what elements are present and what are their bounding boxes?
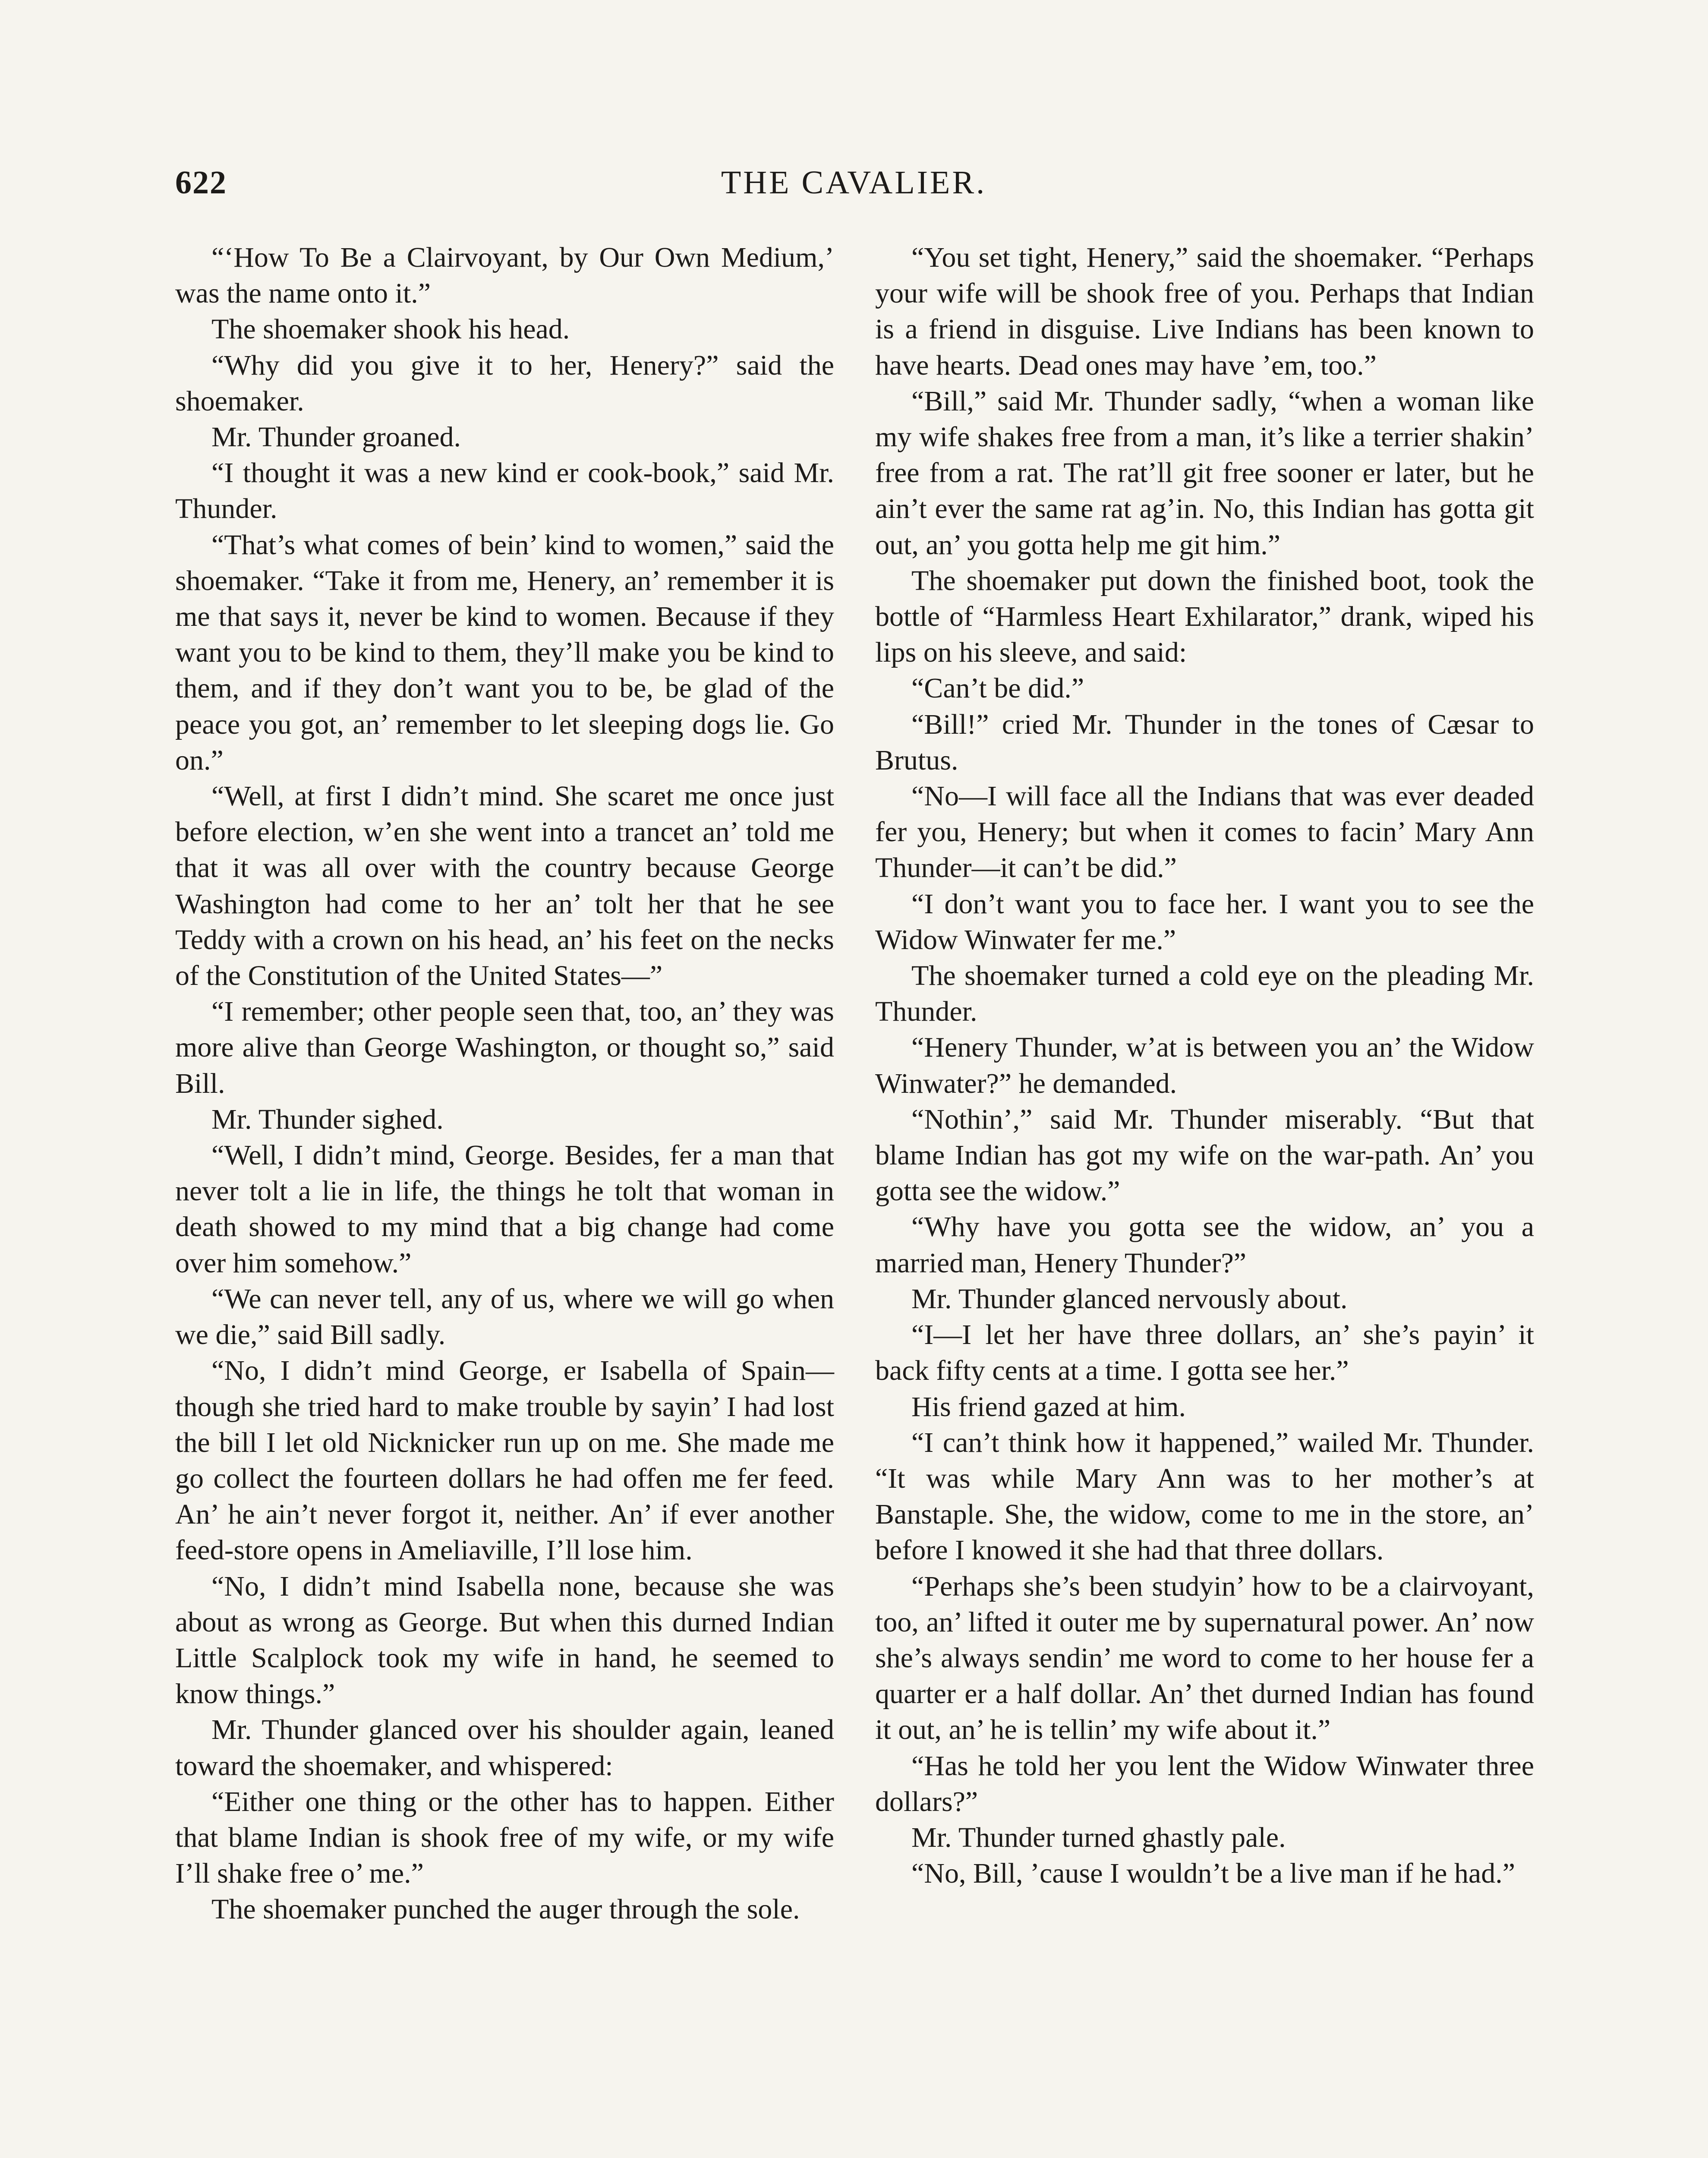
paragraph: “We can never tell, any of us, where we will go when we die,” said Bill sadly.	[175, 1283, 834, 1351]
paragraph: “No, Bill, ’cause I wouldn’t be a live man if he had.”	[911, 1858, 1516, 1890]
paragraph: The shoemaker put down the finished boot, took the bottle of “Harmless Heart Exhilarator,” drank, wiped his lips on his sleeve, and said:	[875, 565, 1534, 669]
paragraph: “Well, at first I didn’t mind. She scaret me once just before election, w’en she went into a trancet an’ told me that it was all over with the country because George Washington had come to her an’ tolt her that he see Teddy with a crown on his head, an’ his feet on the necks of the Constitution of the United States—”	[175, 780, 834, 992]
paragraph: “Nothin’,” said Mr. Thunder miserably. “But that blame Indian has got my wife on the war-path. An’ you gotta see the widow.”	[875, 1103, 1534, 1207]
paragraph: “You set tight, Henery,” said the shoemaker. “Perhaps your wife will be shook free of you. Perhaps that Indian is a friend in disguise. Live Indians has been known to have hearts. Dead ones may have ’em, too.”	[875, 242, 1534, 381]
paragraph: “Either one thing or the other has to happen. Either that blame Indian is shook free of my wife, or my wife I’ll shake free o’ me.”	[175, 1786, 834, 1890]
paragraph: “No, I didn’t mind Isabella none, because she was about as wrong as George. But when this durned Indian Little Scalplock took my wife in hand, he seemed to know things.”	[175, 1570, 834, 1710]
paragraph: The shoemaker shook his head.	[211, 313, 570, 345]
page-number: 622	[175, 164, 227, 201]
paragraph: “Henery Thunder, w’at is between you an’ the Widow Winwater?” he demanded.	[875, 1032, 1534, 1099]
paragraph: Mr. Thunder sighed.	[211, 1103, 444, 1135]
paragraph: “Why have you gotta see the widow, an’ you a married man, Henery Thunder?”	[875, 1211, 1534, 1279]
paragraph: “I thought it was a new kind er cook-book,” said Mr. Thunder.	[175, 457, 834, 525]
paragraph: “No—I will face all the Indians that was ever deaded fer you, Henery; but when it comes to facin’ Mary Ann Thunder—it can’t be did.”	[875, 780, 1534, 884]
paragraph: “Bill,” said Mr. Thunder sadly, “when a woman like my wife shakes free from a man, it’s like a terrier shakin’ free from a rat. The rat’ll git free sooner er later, but he ain’t ever the same rat ag’in. No, this Indian has gotta git out, an’ you gotta help me git him.”	[875, 385, 1534, 561]
paragraph: “I remember; other people seen that, too, an’ they was more alive than George Washington, or thought so,” said Bill.	[175, 996, 834, 1099]
paragraph: “Perhaps she’s been studyin’ how to be a clairvoyant, too, an’ lifted it outer me by supernatural power. An’ now she’s always sendin’ me word to come to her house fer a quarter er a half dollar. An’ thet durned Indian has found it out, an’ he is tellin’ my wife about it.”	[875, 1570, 1534, 1746]
paragraph: “I don’t want you to face her. I want you to see the Widow Winwater fer me.”	[875, 888, 1534, 956]
paragraph: Mr. Thunder turned ghastly pale.	[911, 1821, 1286, 1853]
paragraph: Mr. Thunder glanced over his shoulder again, leaned toward the shoemaker, and whispered:	[175, 1714, 834, 1782]
left-column	[175, 240, 834, 1928]
paragraph: “I can’t think how it happened,” wailed Mr. Thunder. “It was while Mary Ann was to her mother’s at Banstaple. She, the widow, come to me in the store, an’ before I knowed it she had that three dollars.	[875, 1426, 1534, 1566]
running-head: THE CAVALIER.	[721, 164, 987, 201]
paragraph: “Well, I didn’t mind, George. Besides, fer a man that never tolt a lie in life, the things he tolt that woman in death showed to my mind that a big change had come over him somehow.”	[175, 1139, 834, 1279]
paragraph: His friend gazed at him.	[911, 1391, 1186, 1423]
paragraph: “‘How To Be a Clairvoyant, by Our Own Medium,’ was the name onto it.”	[175, 242, 834, 309]
paragraph: “Why did you give it to her, Henery?” said the shoemaker.	[175, 349, 834, 417]
paragraph: “Can’t be did.”	[911, 672, 1084, 704]
paragraph: “Bill!” cried Mr. Thunder in the tones of Cæsar to Brutus.	[875, 708, 1534, 776]
paragraph: Mr. Thunder groaned.	[211, 421, 461, 453]
paragraph: Mr. Thunder glanced nervously about.	[911, 1283, 1348, 1315]
paragraph: The shoemaker punched the auger through the sole.	[211, 1893, 800, 1925]
paragraph: “No, I didn’t mind George, er Isabella of Spain—though she tried hard to make trouble by sayin’ I had lost the bill I let old Nicknicker run up on me. She made me go collect the fourteen dollars he had offen me fer feed. An’ he ain’t never forgot it, neither. An’ if ever another feed-store opens in Ameliaville, I’ll lose him.	[175, 1355, 834, 1566]
right-column	[875, 240, 1534, 1891]
paragraph: The shoemaker turned a cold eye on the pleading Mr. Thunder.	[875, 960, 1534, 1028]
paragraph: “That’s what comes of bein’ kind to women,” said the shoemaker. “Take it from me, Henery, an’ remember it is me that says it, never be kind to women. Because if they want you to be kind to them, they’ll make you be kind to them, and if they don’t want you to be, be glad of the peace you got, an’ remember to let sleeping dogs lie. Go on.”	[175, 529, 834, 776]
paragraph: “I—I let her have three dollars, an’ she’s payin’ it back fifty cents at a time. I gotta see her.”	[875, 1319, 1534, 1387]
paragraph: “Has he told her you lent the Widow Winwater three dollars?”	[875, 1750, 1534, 1817]
page-header	[175, 159, 1532, 206]
